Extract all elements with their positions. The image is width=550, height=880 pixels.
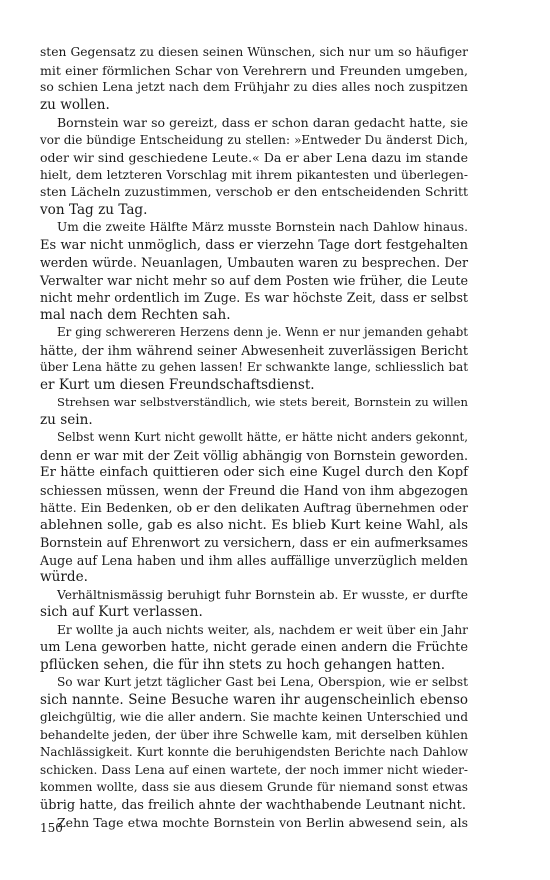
text-line: Er ging schwereren Herzens denn je. Wenn er nur jemanden gehabt — [57, 325, 468, 339]
text-line: Nachlässigkeit. Kurt konnte die beruhigendsten Berichte nach Dahlow — [40, 745, 468, 759]
text-line: Verwalter war nicht mehr so auf dem Posten wie früher, die Leute — [40, 272, 468, 288]
text-line: würde. — [40, 569, 88, 585]
text-line: oder wir sind geschiedene Leute.« Da er aber Lena dazu im stande — [40, 150, 468, 165]
text-line: vor die bündige Entscheidung zu stellen: »Entweder Du änderst Dich, — [40, 132, 468, 147]
text-line: Er wollte ja auch nichts weiter, als, nachdem er weit über ein Jahr — [57, 622, 468, 637]
text-line: kommen wollte, dass sie aus diesem Grunde für niemand sonst etwas — [40, 780, 468, 794]
text-line: Er hätte einfach quittieren oder sich eine Kugel durch den Kopf — [40, 465, 468, 480]
text-line: sich auf Kurt verlassen. — [40, 604, 203, 620]
text-line: Um die zweite Hälfte März musste Bornstein nach Dahlow hinaus. — [57, 220, 468, 234]
text-line: übrig hatte, das freilich ahnte der wachthabende Leutnant nicht. — [40, 797, 466, 813]
text-line: Selbst wenn Kurt nicht gewollt hätte, er hätte nicht anders gekonnt, — [57, 430, 468, 444]
text-line: Verhältnismässig beruhigt fuhr Bornstein ab. Er wusste, er durfte — [57, 587, 468, 602]
text-line: Strehsen war selbstverständlich, wie stets bereit, Bornstein zu willen — [57, 395, 468, 409]
text-line: ablehnen solle, gab es also nicht. Es blieb Kurt keine Wahl, als — [40, 517, 468, 533]
text-line: nicht mehr ordentlich im Zuge. Es war höchste Zeit, dass er selbst — [40, 290, 468, 305]
text-line: hätte, der ihm während seiner Abwesenheit zuverlässigen Bericht — [40, 342, 468, 358]
text-line: sten Lächeln zuzustimmen, verschob er den entscheidenden Schritt — [40, 185, 468, 199]
text-line: um Lena geworben hatte, nicht gerade einen andern die Früchte — [40, 640, 468, 655]
text-line: So war Kurt jetzt täglicher Gast bei Lena, Oberspion, wie er selbst — [57, 675, 468, 689]
text-line: Bornstein auf Ehrenwort zu versichern, dass er ein aufmerksames — [40, 535, 468, 550]
text-line: sich nannte. Seine Besuche waren ihr augenscheinlich ebenso — [40, 691, 468, 708]
text-line: zu wollen. — [40, 96, 110, 113]
text-line: schiessen müssen, wenn der Freund die Hand von ihm abgezogen — [40, 482, 468, 498]
text-line: so schien Lena jetzt nach dem Frühjahr zu dies alles noch zuspitzen — [40, 80, 468, 94]
text-line: er Kurt um diesen Freundschaftsdienst. — [40, 376, 315, 393]
text-line: denn er war mit der Zeit völlig abhängig von Bornstein geworden. — [40, 447, 468, 463]
text-line: von Tag zu Tag. — [40, 201, 148, 218]
text-line: mal nach dem Rechten sah. — [40, 306, 231, 323]
text-line: schicken. Dass Lena auf einen wartete, der noch immer nicht wieder- — [40, 762, 468, 777]
page-number: 150 — [40, 821, 63, 835]
text-line: behandelte jeden, der über ihre Schwelle kam, mit derselben kühlen — [40, 727, 468, 742]
body-text — [40, 44, 468, 832]
text-line: werden würde. Neuanlagen, Umbauten waren zu besprechen. Der — [40, 255, 468, 270]
text-line: über Lena hätte zu gehen lassen! Er schwankte lange, schliesslich bat — [40, 360, 468, 374]
text-line: sten Gegensatz zu diesen seinen Wünschen, sich nur um so häufiger — [40, 45, 468, 59]
text-line: Auge auf Lena haben und ihm alles auffällige unverzüglich melden — [40, 552, 468, 568]
text-line: Zehn Tage etwa mochte Bornstein von Berlin abwesend sein, als — [57, 815, 468, 830]
text-line: hätte. Ein Bedenken, ob er den delikaten Auftrag übernehmen oder — [40, 500, 468, 515]
text-line: mit einer förmlichen Schar von Verehrern und Freunden umgeben, — [40, 62, 468, 78]
text-line: gleichgültig, wie die aller andern. Sie machte keinen Unterschied und — [40, 710, 468, 724]
text-line: hielt, dem letzteren Vorschlag mit ihrem pikantesten und überlegen- — [40, 167, 468, 182]
text-line: pflücken sehen, die für ihn stets zu hoch gehangen hatten. — [40, 656, 446, 673]
text-line: Es war nicht unmöglich, dass er vierzehn Tage dort festgehalten — [40, 237, 468, 253]
text-line: zu sein. — [40, 411, 93, 428]
text-line: Bornstein war so gereizt, dass er schon daran gedacht hatte, sie — [57, 115, 468, 130]
